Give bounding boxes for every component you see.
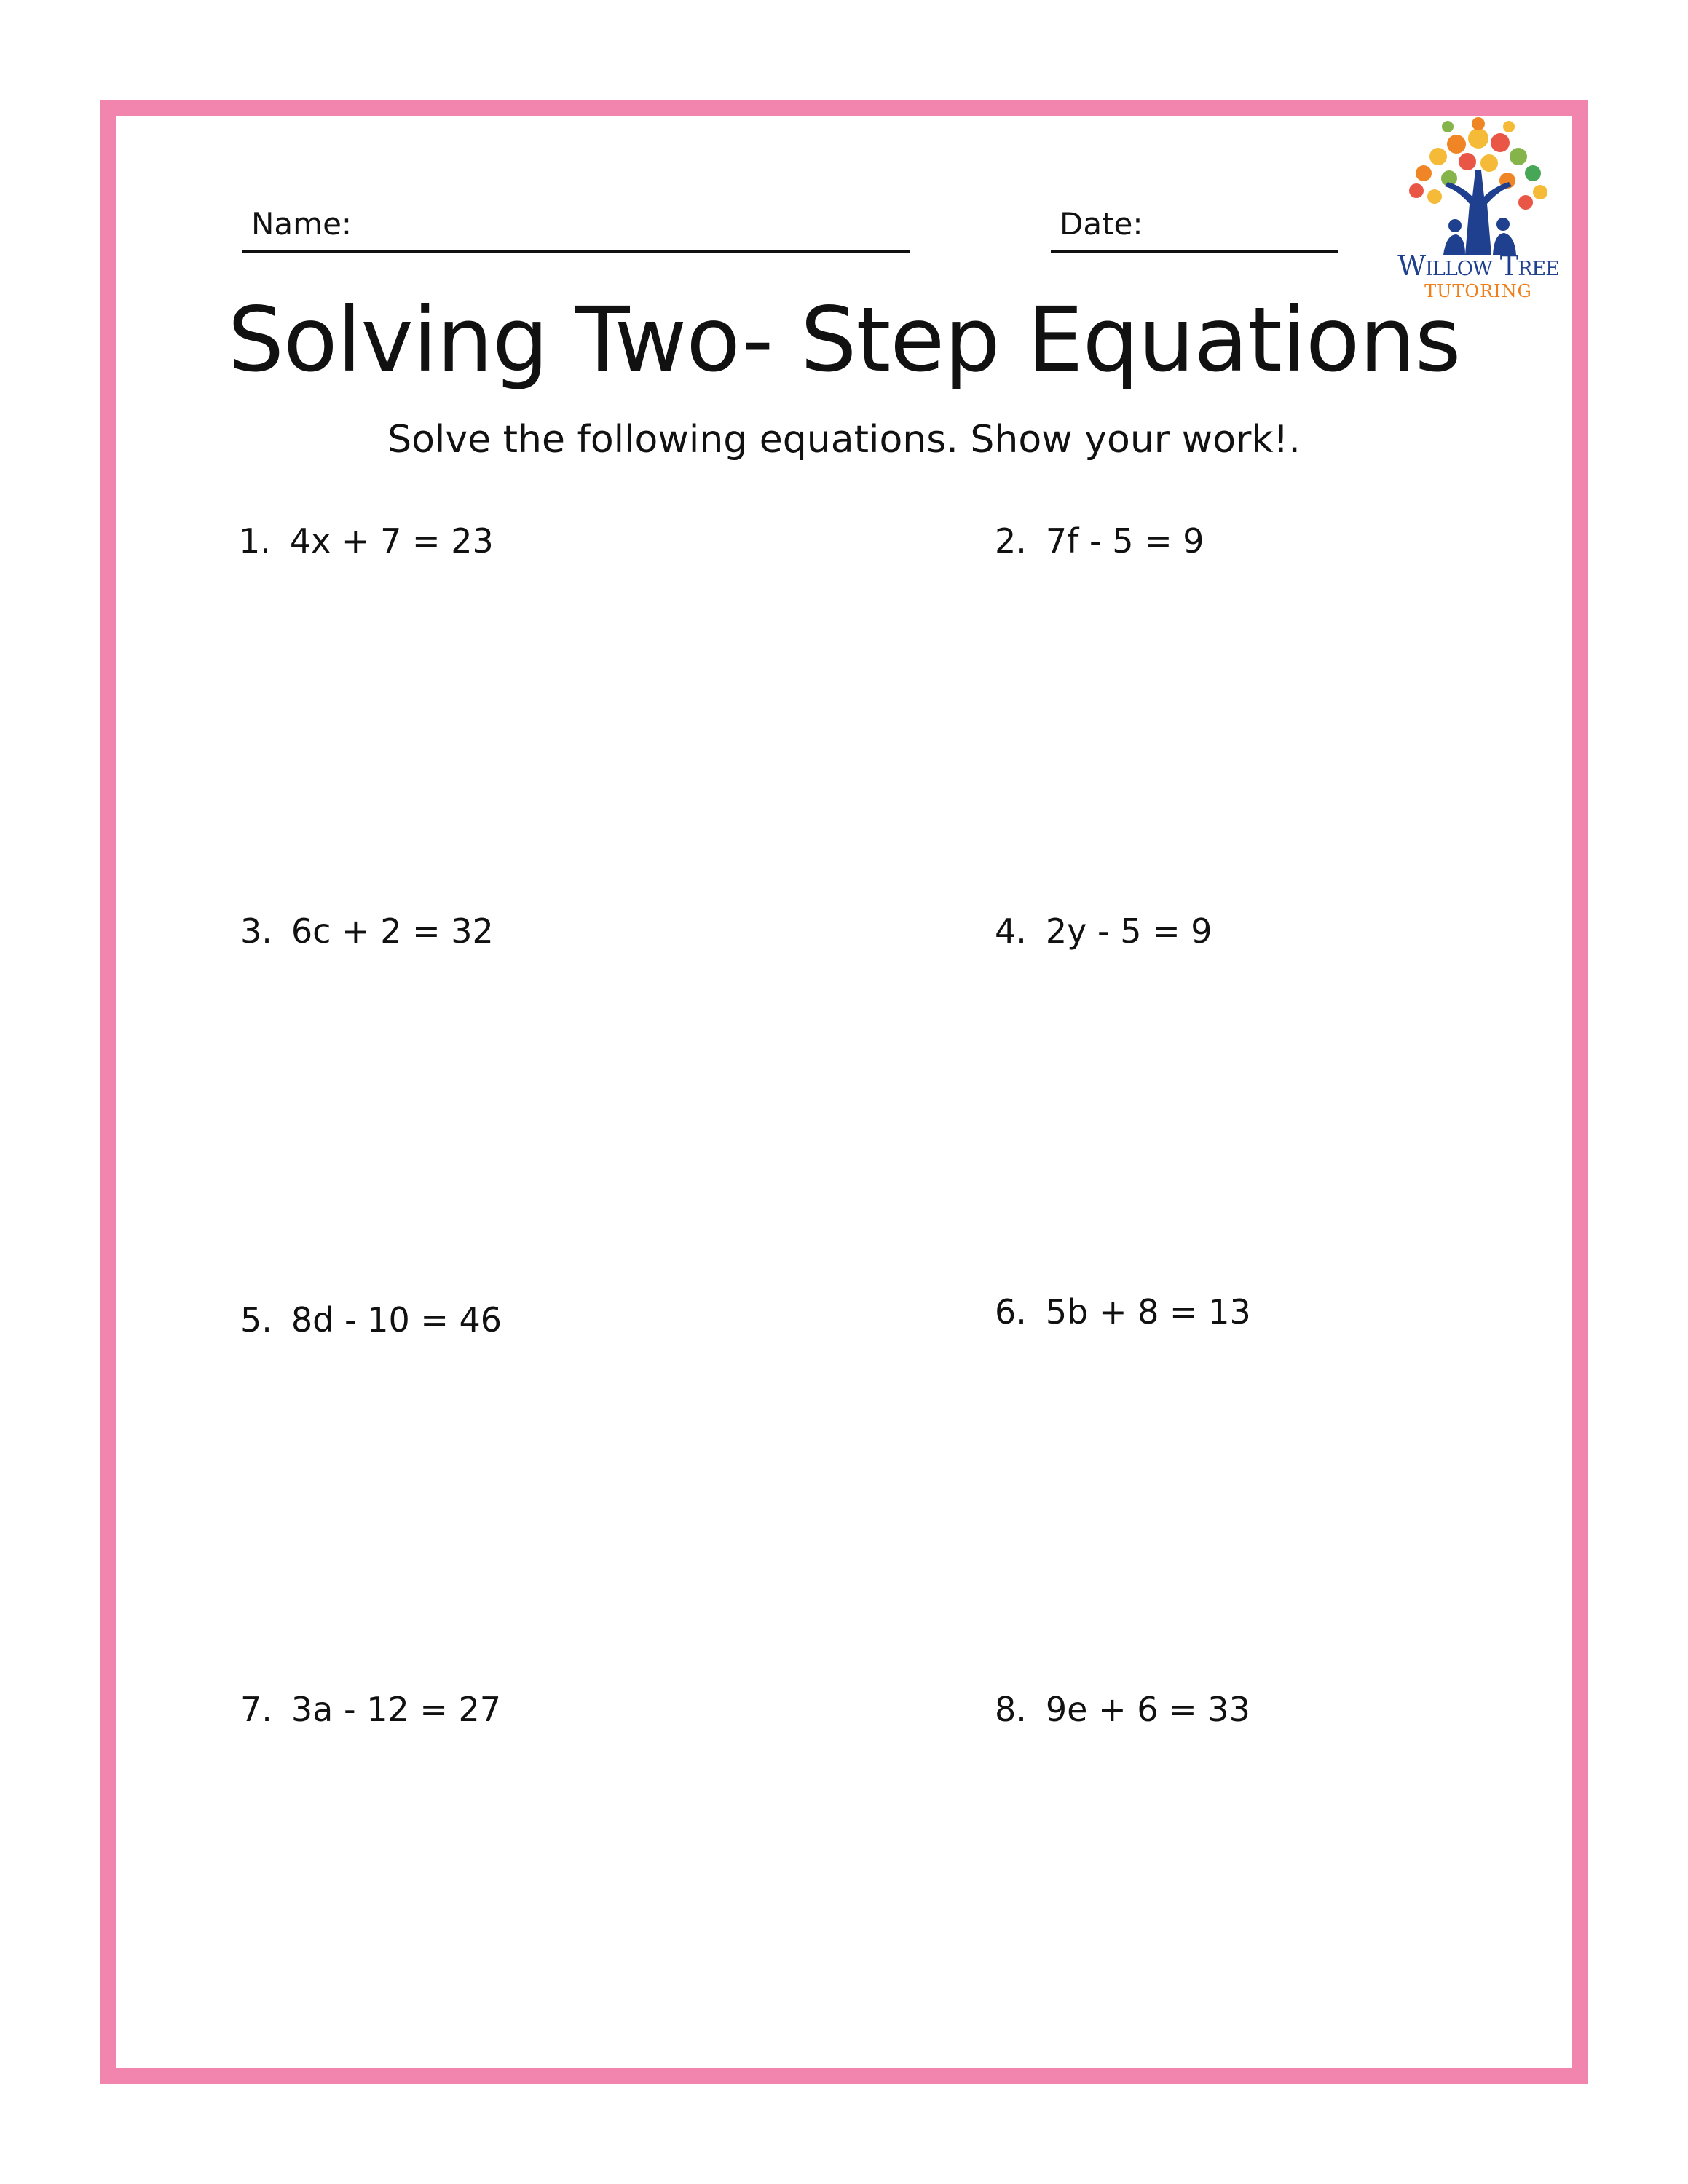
problem-3: [240, 911, 494, 951]
problem-equation: 9e + 6 = 33: [1045, 1690, 1250, 1729]
problem-number: 2.: [995, 521, 1027, 561]
date-label: Date:: [1060, 206, 1143, 242]
problem-number: 6.: [995, 1292, 1027, 1332]
problem-number: 8.: [995, 1690, 1027, 1729]
worksheet-instructions: Solve the following equations. Show your work!.: [387, 418, 1301, 462]
problem-4: [995, 911, 1212, 951]
problem-7: [240, 1690, 502, 1729]
problem-5: [240, 1300, 502, 1340]
problem-equation: 7f - 5 = 9: [1045, 521, 1204, 561]
page-border: [100, 100, 1588, 2084]
problem-number: 4.: [995, 911, 1027, 951]
problem-1: [239, 521, 494, 561]
problem-equation: 4x + 7 = 23: [289, 521, 494, 561]
problem-number: 3.: [240, 911, 272, 951]
logo-name: Willow Tree: [1397, 250, 1559, 282]
problem-equation: 6c + 2 = 32: [291, 911, 494, 951]
problem-2: [995, 521, 1204, 561]
problem-equation: 3a - 12 = 27: [291, 1690, 502, 1729]
problem-number: 5.: [240, 1300, 272, 1340]
problem-6: [995, 1292, 1251, 1332]
logo-subtitle: TUTORING: [1424, 281, 1532, 301]
date-field[interactable]: [1051, 197, 1338, 253]
problem-number: 7.: [240, 1690, 272, 1729]
willow-tree-logo: [1384, 116, 1573, 313]
worksheet-title: Solving Two- Step Equations: [227, 288, 1461, 392]
problem-8: [995, 1690, 1250, 1729]
problem-number: 1.: [239, 521, 271, 561]
tree-icon: [1384, 116, 1573, 255]
problem-equation: 5b + 8 = 13: [1045, 1292, 1251, 1332]
problem-equation: 2y - 5 = 9: [1045, 911, 1212, 951]
name-field[interactable]: [242, 197, 910, 253]
problem-equation: 8d - 10 = 46: [291, 1300, 502, 1340]
name-label: Name:: [251, 206, 352, 242]
